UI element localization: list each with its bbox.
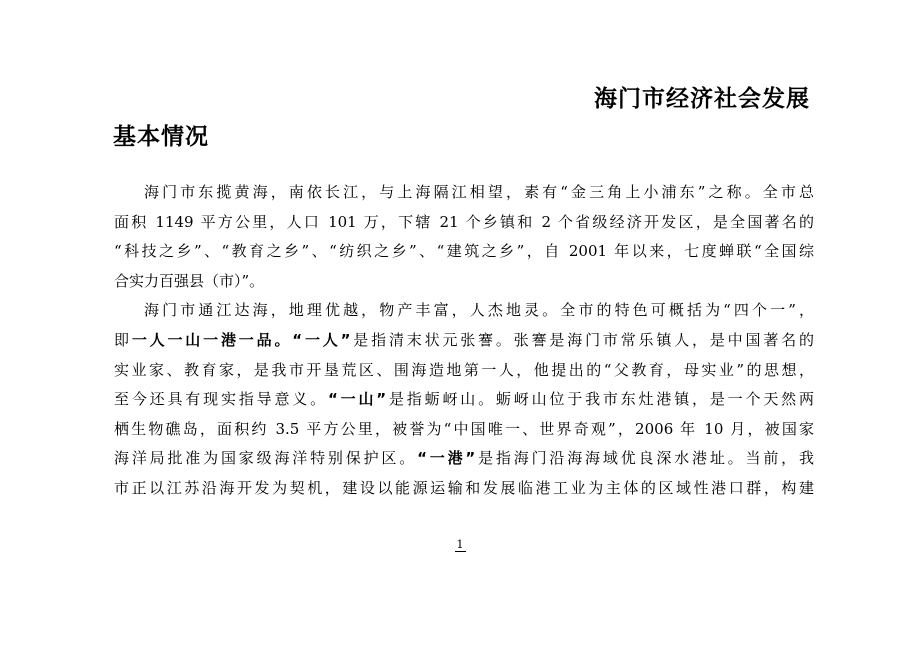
page-number: 1 [456,538,464,551]
paragraph-2 [114,296,814,503]
paragraph-line: 市正以江苏沿海开发为契机，建设以能源运输和发展临港工业为主体的区域性港口群，构建 [114,478,814,497]
text-run: 即 [114,330,132,349]
keyword-highlight: “一山” [327,390,387,409]
text-run: 至今还具有现实指导意义。 [114,390,328,409]
text-run: 是指海门沿海海域优良深水港址。当前，我 [475,449,814,468]
paragraph-line: “科技之乡”、“教育之乡”、“纺织之乡”、“建筑之乡”，自 2001 年以来，七度蝉联“全国综 [114,242,814,261]
document-title-line1: 海门市经济社会发展 [594,86,810,112]
paragraph-line: 栖生物礁岛，面积约 3.5 平方公里，被誉为“中国唯一、世界奇观”，2006 年 10 月，被国家 [114,419,814,438]
paragraph-1 [114,178,814,296]
paragraph-line: 面积 1149 平方公里，人口 101 万，下辖 21 个乡镇和 2 个省级经济开发区，是全国著名的 [114,212,814,231]
document-title-line2: 基本情况 [113,124,209,150]
paragraph-line [114,385,814,415]
document-body [114,178,814,504]
page-footer [0,538,920,551]
keyword-highlight: “一港” [417,449,476,468]
text-run: 是指清末状元张謇。张謇是海门市常乐镇人，是中国著名的 [350,330,814,349]
paragraph-line: 合实力百强县（市）”。 [114,271,265,290]
text-run: 是指蛎岈山。蛎岈山位于我市东灶港镇，是一个天然两 [386,390,814,409]
paragraph-line: 海门市东揽黄海，南依长江，与上海隔江相望，素有“金三角上小浦东”之称。全市总 [144,183,814,201]
paragraph-line [114,444,814,474]
keyword-highlight: 一人一山一港一品。“一人” [131,330,351,349]
paragraph-line: 海门市通江达海，地理优越，物产丰富，人杰地灵。全市的特色可概括为“四个一”， [144,301,814,320]
paragraph-line: 实业家、教育家，是我市开垦荒区、围海造地第一人，他提出的“父教育，母实业”的思想， [114,360,814,379]
text-run: 海洋局批准为国家级海洋特别保护区。 [114,449,418,468]
paragraph-line [114,326,814,356]
